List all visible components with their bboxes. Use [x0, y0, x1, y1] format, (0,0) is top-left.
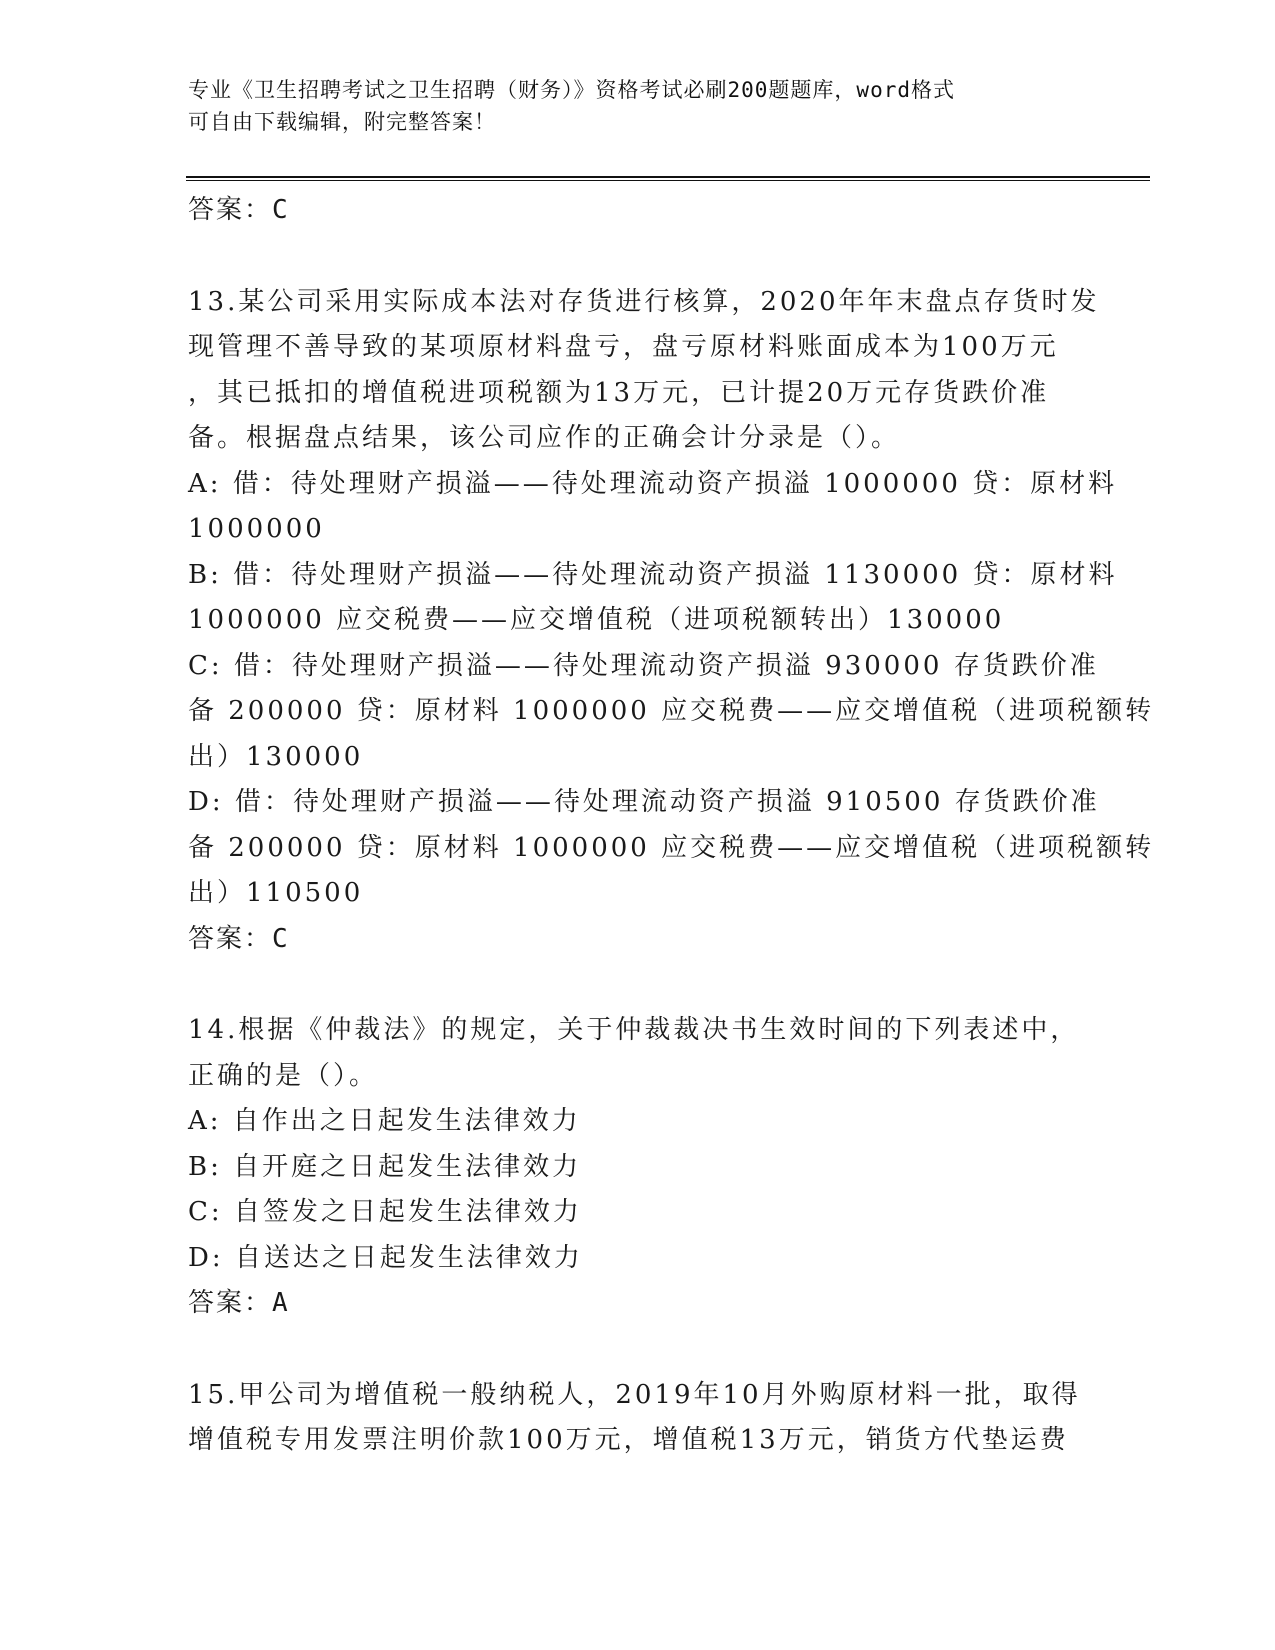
answer-label: 答案： [188, 923, 273, 954]
spacer [188, 234, 1088, 280]
question-14-answer [188, 1281, 1088, 1327]
option-line: 备 200000 贷：原材料 1000000 应交税费——应交增值税（进项税额转 [188, 832, 1155, 863]
document-body [188, 188, 1155, 1464]
option-line: 出）110500 [188, 878, 364, 908]
question-15 [188, 1373, 1088, 1464]
question-15-stem-line: 15.甲公司为增值税一般纳税人，2019年10月外购原材料一批，取得 [188, 1379, 1081, 1410]
answer-label: 答案： [188, 1288, 273, 1318]
spacer [188, 1327, 1088, 1373]
question-14-option-b: B: 自开庭之日起发生法律效力 [188, 1151, 582, 1182]
header-divider [186, 176, 1150, 181]
question-13-option-b [188, 553, 1118, 644]
question-15-stem-line: 增值税专用发票注明价款100万元，增值税13万元，销货方代垫运费 [188, 1425, 1069, 1455]
answer-value: C [272, 195, 290, 225]
page-header [188, 74, 1068, 138]
option-line: C: 借：待处理财产损溢——待处理流动资产损溢 930000 存货跌价准 [188, 650, 1099, 681]
question-13-answer [188, 917, 1088, 963]
header-title-line-2: 可自由下载编辑，附完整答案！ [188, 110, 496, 134]
question-14 [188, 1008, 1088, 1327]
option-line: 1000000 应交税费——应交增值税（进项税额转出）130000 [188, 605, 1005, 635]
question-14-stem-line: 14.根据《仲裁法》的规定，关于仲裁裁决书生效时间的下列表述中， [188, 1015, 1080, 1045]
answer-previous-question [188, 188, 1088, 234]
question-13 [188, 280, 1155, 963]
option-line: D: 借：待处理财产损溢——待处理流动资产损溢 910500 存货跌价准 [188, 787, 1100, 817]
option-line: B: 借：待处理财产损溢——待处理流动资产损溢 1130000 贷：原材料 [188, 559, 1118, 590]
question-14-stem-line: 正确的是（）。 [188, 1060, 379, 1091]
question-13-option-a [188, 462, 1118, 553]
answer-value: A [272, 1288, 290, 1318]
question-13-stem-line: 现管理不善导致的某项原材料盘亏，盘亏原材料账面成本为100万元 [188, 332, 1059, 362]
option-line: 1000000 [188, 514, 325, 544]
answer-value: C [272, 923, 290, 954]
question-14-option-c: C: 自签发之日起发生法律效力 [188, 1197, 582, 1227]
question-13-stem-line: 备。根据盘点结果，该公司应作的正确会计分录是（）。 [188, 423, 901, 453]
answer-label: 答案： [188, 195, 273, 225]
spacer [188, 962, 1088, 1008]
option-line: 出）130000 [188, 741, 364, 772]
question-13-stem-line: 13.某公司采用实际成本法对存货进行核算，2020年年末盘点存货时发 [188, 286, 1100, 317]
question-14-option-d: D: 自送达之日起发生法律效力 [188, 1242, 583, 1273]
option-line: A: 借：待处理财产损溢——待处理流动资产损溢 1000000 贷：原材料 [188, 468, 1118, 499]
option-line: 备 200000 贷：原材料 1000000 应交税费——应交增值税（进项税额转 [188, 696, 1155, 726]
header-title-line-1: 专业《卫生招聘考试之卫生招聘（财务）》资格考试必刷200题题库，word格式 [188, 78, 955, 102]
question-13-option-c [188, 644, 1155, 781]
question-13-option-d [188, 780, 1155, 917]
question-14-option-a: A: 自作出之日起发生法律效力 [188, 1106, 581, 1136]
question-13-stem-line: ，其已抵扣的增值税进项税额为13万元，已计提20万元存货跌价准 [188, 377, 1050, 408]
